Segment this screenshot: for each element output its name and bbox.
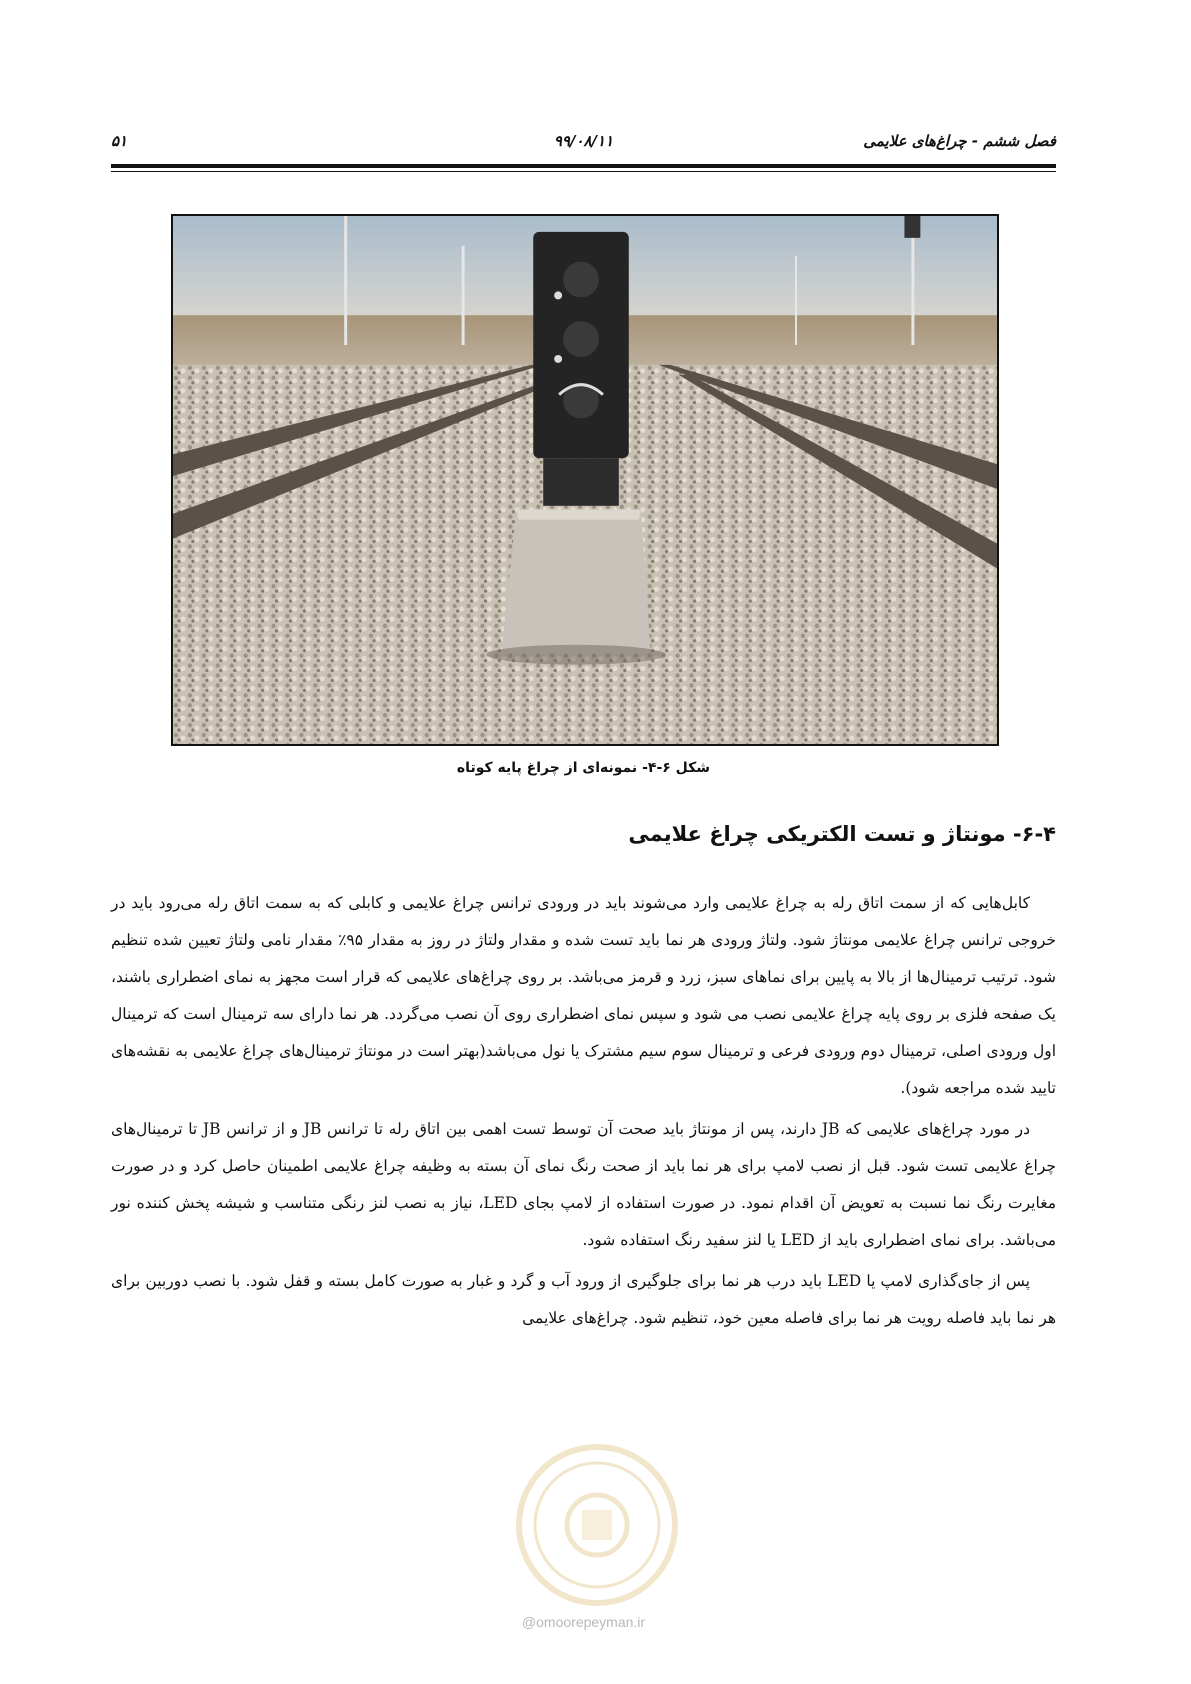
page-header <box>111 132 1056 166</box>
figure-caption: شکل ۶-۴- نمونه‌ای از چراغ پایه کوتاه <box>456 760 711 776</box>
section-heading <box>136 822 1056 846</box>
watermark-url: @omoorepeyman.ir <box>521 1614 646 1630</box>
header-rule-thin <box>111 171 1056 172</box>
seal-icon <box>512 1440 682 1610</box>
paragraph-3: پس از جای‌گذاری لامپ یا LED باید درب هر نما برای جلوگیری از ورود آب و گرد و غبار به صورت کامل بسته و قفل شود. با نصب دوربین برای هر نما باید فاصله رویت هر نما برای فاصله معین خود، تنظیم شود. چراغ‌های علایمی <box>111 1272 1056 1327</box>
header-date: ۹۹/۰۸/۱۱ <box>553 132 614 150</box>
paragraph-1: کابل‌هایی که از سمت اتاق رله به چراغ علایمی وارد می‌شوند باید در ورودی ترانس چراغ علایمی و کابلی که به سمت اتاق رله می‌رود باید در خروجی ترانس چراغ علایمی مونتاژ شود. ولتاژ ورودی هر نما باید تست شده و مقدار ولتاژ در روز به مقدار ۹۵٪ مقدار نامی ولتاژ تعیین شده تنظیم شود. ترتیب ترمینال‌ها از بالا به پایین برای نماهای سبز، زرد و قرمز می‌باشد. بر روی چراغ‌های علایمی که قرار است مجهز به نمای اضطراری باشند، یک صفحه فلزی بر روی پایه چراغ علایمی نصب می شود و سپس نمای اضطراری روی آن نصب می‌گردد. هر نما دارای سه ترمینال است که ترمینال اول ورودی اصلی، ترمینال دوم ورودی فرعی و ترمینال سوم سیم مشترک یا نول می‌باشد(بهتر است در مونتاژ ترمینال‌های چراغ علایمی به نقشه‌های تایید شده مراجعه شود). <box>111 894 1056 1097</box>
page-number: ۵۱ <box>111 132 128 150</box>
body-text <box>111 885 1056 1341</box>
signal-photo <box>171 214 999 746</box>
header-rule-thick <box>111 164 1056 168</box>
signal-photo-illustration <box>173 216 997 744</box>
section-number: ۶-۴- <box>1012 822 1056 846</box>
paragraph-2: در مورد چراغ‌های علایمی که JB دارند، پس از مونتاژ باید صحت آن توسط تست اهمی بین اتاق رله تا ترانس JB و از ترانس JB تا ترمینال‌های چراغ علایمی تست شود. قبل از نصب لامپ برای هر نما باید از صحت رنگ نمای آن بسته به وظیفه چراغ علایمی اطمینان حاصل کرد و در صورت مغایرت رنگ نما نسبت به تعویض آن اقدام نمود. در صورت استفاده از لامپ بجای LED، نیاز به نصب لنز رنگی متناسب و شیشه پخش کننده نور می‌باشد. برای نمای اضطراری باید از LED یا لنز سفید رنگ استفاده شود. <box>111 1120 1056 1249</box>
chapter-title: فصل ششم - چراغ‌های علایمی <box>863 132 1056 150</box>
watermark-seal <box>512 1440 682 1610</box>
section-title: مونتاژ و تست الکتریکی چراغ علایمی <box>628 822 1006 846</box>
